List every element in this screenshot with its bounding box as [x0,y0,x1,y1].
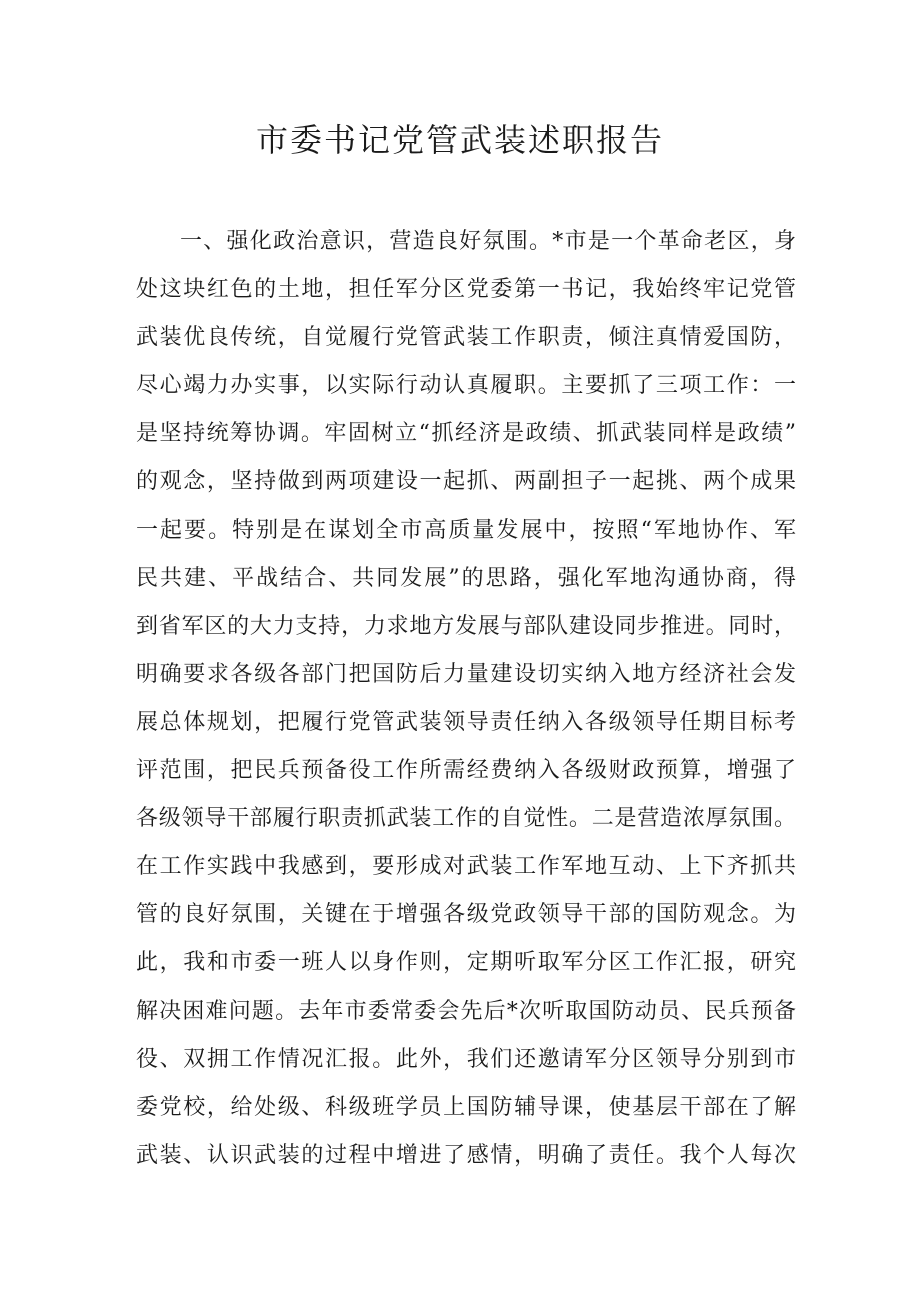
document-body [136,218,796,1180]
body-line: 此，我和市委一班人以身作则，定期听取军分区工作汇报，研究 [136,950,796,976]
body-line: 到省军区的大力支持，力求地方发展与部队建设同步推进。同时， [136,613,796,639]
body-line: 管的良好氛围，关键在于增强各级党政领导干部的国防观念。为 [136,902,796,928]
body-line: 展总体规划，把履行党管武装领导责任纳入各级领导任期目标考 [136,709,796,735]
body-line: 评范围，把民兵预备役工作所需经费纳入各级财政预算，增强了 [136,758,796,784]
body-line: 武装优良传统，自觉履行党管武装工作职责，倾注真情爱国防， [136,325,796,351]
body-line: 一、强化政治意识，营造良好氛围。*市是一个革命老区，身 [180,229,796,254]
body-line: 民共建、平战结合、共同发展”的思路，强化军地沟通协商，得 [136,565,796,591]
body-line: 各级领导干部履行职责抓武装工作的自觉性。二是营造浓厚氛围。 [136,806,796,832]
body-line: 处这块红色的土地，担任军分区党委第一书记，我始终牢记党管 [136,277,796,303]
body-line: 一起要。特别是在谋划全市高质量发展中，按照“军地协作、军 [136,517,796,543]
body-line: 役、双拥工作情况汇报。此外，我们还邀请军分区领导分别到市 [136,1046,796,1072]
body-line: 委党校，给处级、科级班学员上国防辅导课，使基层干部在了解 [136,1094,796,1120]
body-line: 解决困难问题。去年市委常委会先后*次听取国防动员、民兵预备 [136,998,796,1024]
body-line: 在工作实践中我感到，要形成对武装工作军地互动、上下齐抓共 [136,854,796,880]
body-line: 明确要求各级各部门把国防后力量建设切实纳入地方经济社会发 [136,661,796,687]
body-line: 是坚持统筹协调。牢固树立“抓经济是政绩、抓武装同样是政绩” [136,421,796,447]
body-line: 的观念，坚持做到两项建设一起抓、两副担子一起挑、两个成果 [136,469,796,495]
document-title: 市委书记党管武装述职报告 [255,121,664,159]
body-line: 尽心竭力办实事，以实际行动认真履职。主要抓了三项工作：一 [136,373,796,399]
body-line: 武装、认识武装的过程中增进了感情，明确了责任。我个人每次 [136,1142,796,1168]
